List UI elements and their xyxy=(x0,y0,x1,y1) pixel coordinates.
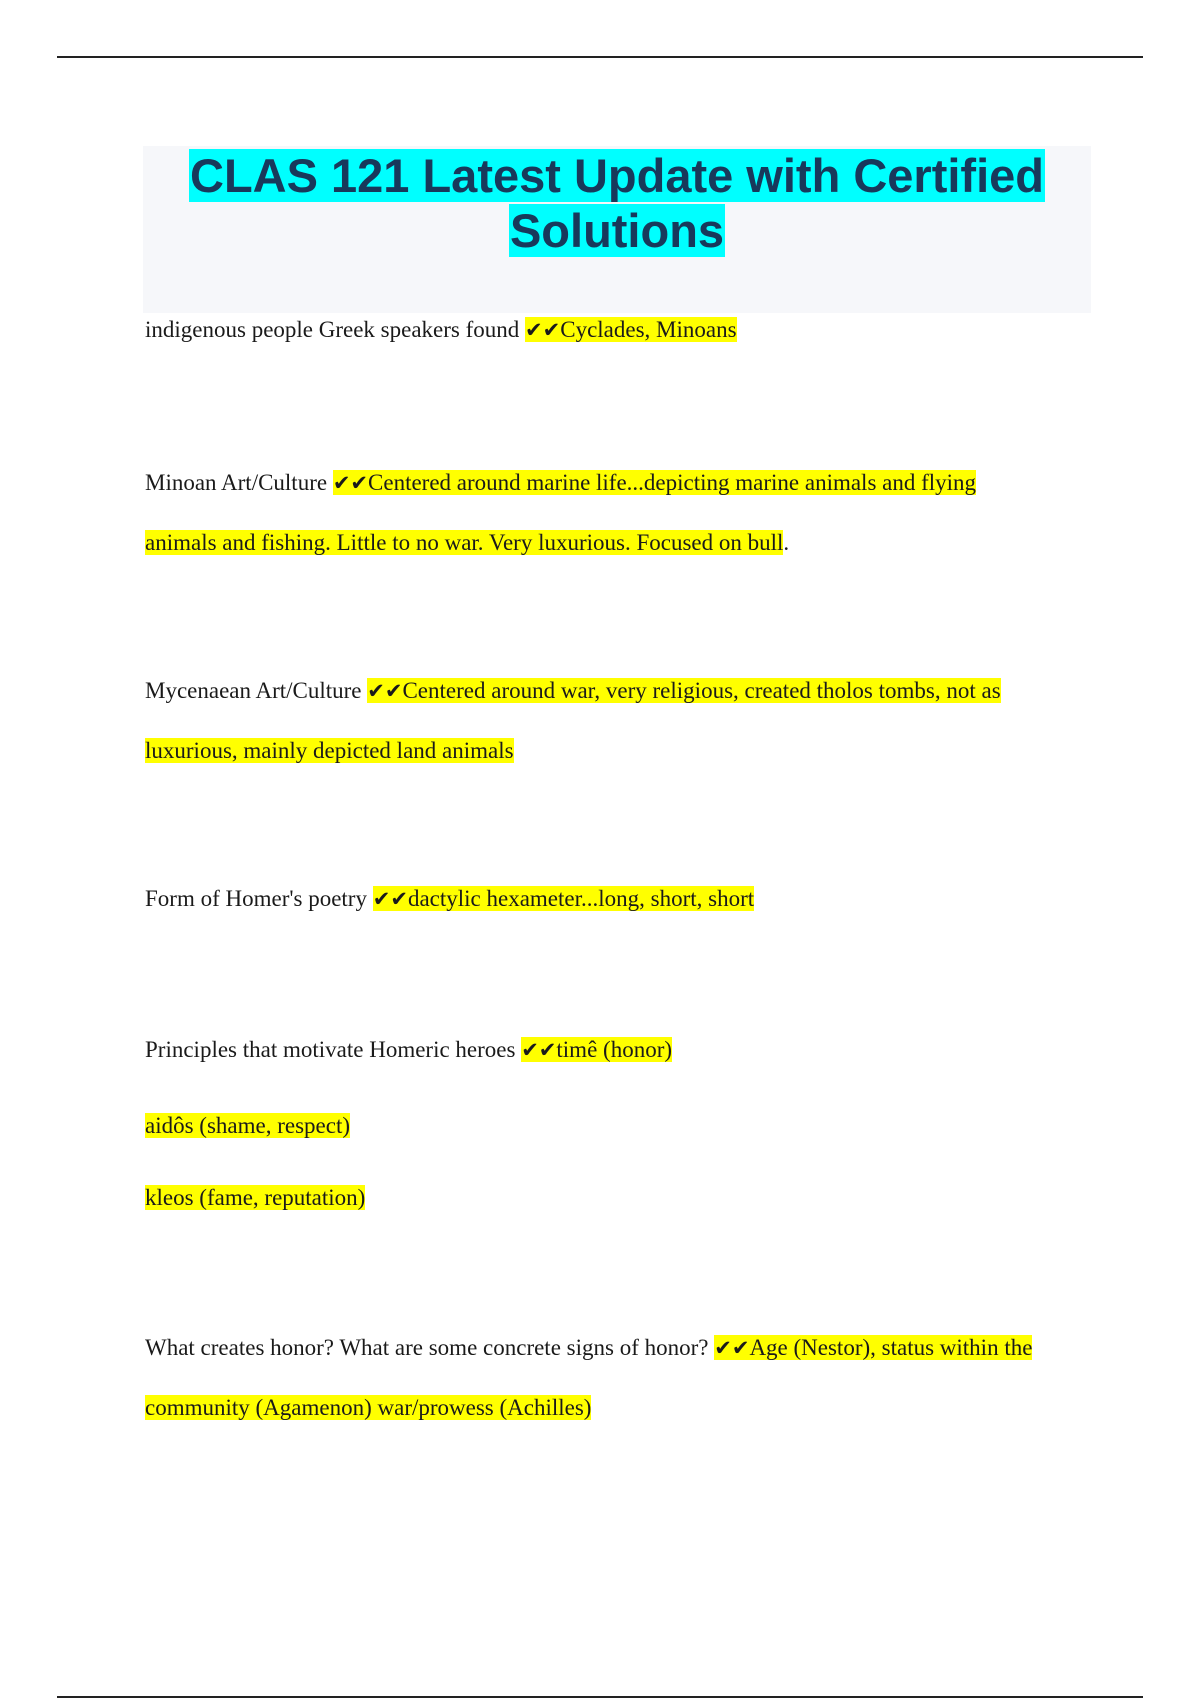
double-check-icon: ✔✔ xyxy=(332,471,369,495)
double-check-icon: ✔✔ xyxy=(714,1336,750,1360)
question-text: indigenous people Greek speakers found xyxy=(145,317,520,342)
answer-text: Centered around war, very religious, created tholos tombs, not as xyxy=(402,678,1001,703)
double-check-icon: ✔✔ xyxy=(367,679,403,703)
answer-text: Centered around marine life...depicting marine animals and flying xyxy=(368,470,977,495)
question-text: Mycenaean Art/Culture xyxy=(145,678,362,703)
title-line-2: Solutions xyxy=(509,204,725,257)
qa-item-1 xyxy=(145,300,1105,360)
double-check-icon: ✔✔ xyxy=(525,318,561,342)
answer-text: community (Agamenon) war/prowess (Achilles) xyxy=(145,1395,592,1420)
answer-text: dactylic hexameter...long, short, short xyxy=(407,886,755,911)
answer-text: Age (Nestor), status within the xyxy=(749,1335,1033,1360)
double-check-icon: ✔✔ xyxy=(372,887,408,911)
answer-text: aidôs (shame, respect) xyxy=(145,1113,351,1138)
qa-item-2 xyxy=(145,453,1105,573)
bottom-rule xyxy=(57,1696,1143,1698)
qa-item-6 xyxy=(145,1318,1105,1438)
answer-text: luxurious, mainly depicted land animals xyxy=(145,738,514,763)
question-text: Principles that motivate Homeric heroes xyxy=(145,1037,516,1062)
title-block xyxy=(143,146,1091,313)
qa-item-4 xyxy=(145,869,1105,929)
answer-text: kleos (fame, reputation) xyxy=(145,1185,366,1210)
question-text: Minoan Art/Culture xyxy=(145,470,328,495)
answer-text: timê (honor) xyxy=(556,1037,673,1062)
question-text: Form of Homer's poetry xyxy=(145,886,367,911)
question-text: What creates honor? What are some concrete signs of honor? xyxy=(145,1335,709,1360)
qa-item-5 xyxy=(145,1020,1105,1228)
title-line-1: CLAS 121 Latest Update with Certified xyxy=(190,149,1044,202)
answer-text: animals and fishing. Little to no war. Very luxurious. Focused on bull xyxy=(145,530,784,555)
answer-text: Cyclades, Minoans xyxy=(560,317,737,342)
answer-trailing: . xyxy=(783,530,790,555)
double-check-icon: ✔✔ xyxy=(521,1038,557,1062)
top-rule xyxy=(57,56,1143,58)
qa-item-3 xyxy=(145,661,1105,781)
document-title xyxy=(143,146,1091,258)
